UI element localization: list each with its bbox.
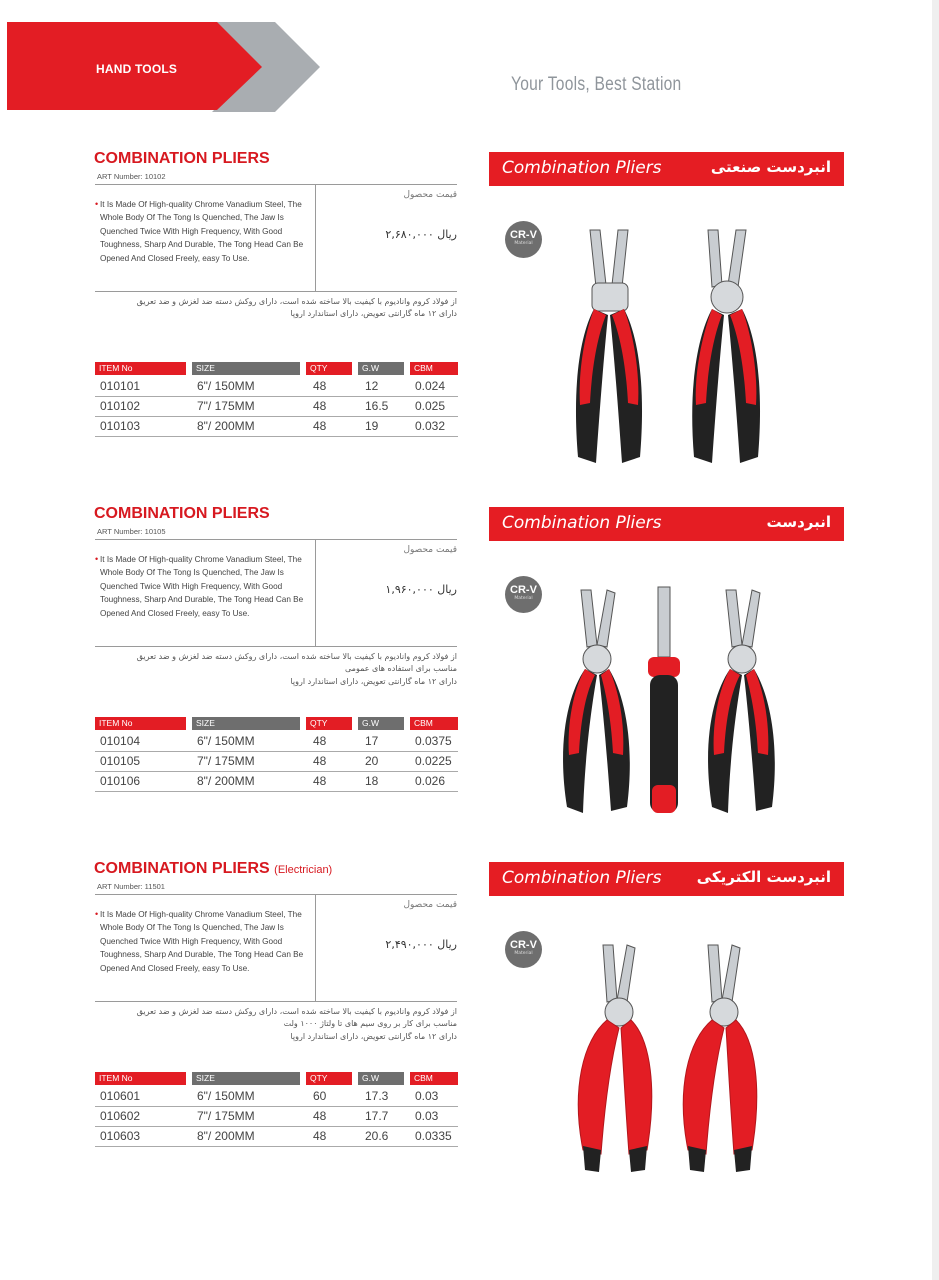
divider-vertical (315, 185, 316, 291)
cell-gw: 20.6 (365, 1129, 389, 1143)
art-number: ART Number: 10105 (97, 527, 166, 536)
cell-cbm: 0.03 (415, 1089, 439, 1103)
product-price: ۲,۶۸۰,۰۰۰ ریال (385, 228, 457, 241)
cell-item: 010104 (100, 734, 141, 748)
col-gw: G.W (358, 717, 404, 730)
product-name-en: Combination Pliers (502, 513, 662, 533)
product-name-bar (489, 152, 844, 186)
col-cbm: CBM (410, 1072, 458, 1085)
cell-cbm: 0.025 (415, 399, 446, 413)
cell-gw: 17 (365, 734, 379, 748)
product-title: COMBINATION PLIERS (94, 150, 270, 167)
category-banner (7, 22, 327, 112)
product-price: ۲,۴۹۰,۰۰۰ ریال (385, 938, 457, 951)
cell-qty: 48 (313, 1129, 327, 1143)
divider (95, 646, 457, 647)
cell-qty: 60 (313, 1089, 327, 1103)
table-row (95, 1127, 458, 1147)
cell-gw: 17.7 (365, 1109, 389, 1123)
cell-size: 6"/ 150MM (197, 379, 255, 393)
divider-vertical (315, 540, 316, 646)
pliers-image (560, 225, 780, 470)
divider (95, 1001, 457, 1002)
cell-item: 010102 (100, 399, 141, 413)
table-row (95, 397, 458, 417)
table-row (95, 732, 458, 752)
cell-cbm: 0.026 (415, 774, 446, 788)
cell-qty: 48 (313, 379, 327, 393)
cell-qty: 48 (313, 754, 327, 768)
product-section-3 (0, 860, 932, 1200)
product-name-fa: انبردست صنعتی (710, 158, 831, 176)
cell-cbm: 0.032 (415, 419, 446, 433)
cell-gw: 12 (365, 379, 379, 393)
divider (95, 291, 457, 292)
cell-gw: 16.5 (365, 399, 389, 413)
product-title: COMBINATION PLIERS (94, 505, 270, 522)
col-qty: QTY (306, 1072, 352, 1085)
cell-size: 8"/ 200MM (197, 774, 255, 788)
table-row (95, 752, 458, 772)
pliers-image (565, 940, 775, 1175)
cell-gw: 20 (365, 754, 379, 768)
divider-vertical (315, 895, 316, 1001)
table-row (95, 772, 458, 792)
product-description: • It Is Made Of High-quality Chrome Vanadium Steel, The Whole Body Of The Tong Is Quenched, The Jaw Is Quenched Twice With High Frequency, With Good Toughness, Sharp And Durable, The Tong Head Can Be Opened And Closed Freely, easy To Use. (95, 199, 304, 263)
product-section-1 (0, 150, 932, 490)
cell-cbm: 0.0375 (415, 734, 452, 748)
col-item-no: ITEM No (95, 362, 186, 375)
persian-description: از فولاد کروم وانادیوم با کیفیت بالا ساخته شده است، دارای روکش دسته ضد لغزش و ضد تعریق دارای ۱۲ ماه گارانتی تعویض، دارای استاندارد اروپا (136, 297, 457, 319)
cell-cbm: 0.0225 (415, 754, 452, 768)
cell-gw: 17.3 (365, 1089, 389, 1103)
price-label: قیمت محصول (403, 545, 457, 555)
cell-qty: 48 (313, 399, 327, 413)
price-label: قیمت محصول (403, 900, 457, 910)
cell-size: 6"/ 150MM (197, 734, 255, 748)
art-number: ART Number: 10102 (97, 172, 166, 181)
cell-qty: 48 (313, 1109, 327, 1123)
cell-gw: 19 (365, 419, 379, 433)
product-description: • It Is Made Of High-quality Chrome Vanadium Steel, The Whole Body Of The Tong Is Quenched, The Jaw Is Quenched Twice With High Frequency, With Good Toughness, Sharp And Durable, The Tong Head Can Be Opened And Closed Freely, easy To Use. (95, 909, 304, 973)
product-title: COMBINATION PLIERS (Electrician) (94, 860, 333, 877)
cell-item: 010103 (100, 419, 141, 433)
cell-item: 010105 (100, 754, 141, 768)
divider (95, 184, 457, 185)
category-label: HAND TOOLS (96, 62, 178, 76)
cell-gw: 18 (365, 774, 379, 788)
table-row (95, 1107, 458, 1127)
cell-size: 8"/ 200MM (197, 419, 255, 433)
col-size: SIZE (192, 717, 300, 730)
col-item-no: ITEM No (95, 717, 186, 730)
art-number: ART Number: 11501 (97, 882, 165, 891)
cell-size: 8"/ 200MM (197, 1129, 255, 1143)
product-name-bar (489, 507, 844, 541)
product-section-2 (0, 505, 932, 845)
col-gw: G.W (358, 1072, 404, 1085)
cell-qty: 48 (313, 734, 327, 748)
product-name-fa: انبردست (766, 513, 831, 531)
crv-material-badge: CR-V Material (505, 221, 542, 258)
cell-item: 010601 (100, 1089, 141, 1103)
cell-size: 7"/ 175MM (197, 399, 255, 413)
divider (95, 539, 457, 540)
col-gw: G.W (358, 362, 404, 375)
product-name-bar (489, 862, 844, 896)
col-qty: QTY (306, 362, 352, 375)
price-label: قیمت محصول (403, 190, 457, 200)
col-cbm: CBM (410, 362, 458, 375)
crv-material-badge: CR-V Material (505, 576, 542, 613)
crv-material-badge: CR-V Material (505, 931, 542, 968)
divider (95, 894, 457, 895)
product-name-fa: انبردست الکتریکی (696, 868, 831, 886)
col-size: SIZE (192, 362, 300, 375)
slogan: Your Tools, Best Station (511, 74, 682, 95)
cell-cbm: 0.03 (415, 1109, 439, 1123)
cell-cbm: 0.0335 (415, 1129, 452, 1143)
cell-item: 010101 (100, 379, 141, 393)
col-qty: QTY (306, 717, 352, 730)
cell-size: 7"/ 175MM (197, 1109, 255, 1123)
persian-description: از فولاد کروم وانادیوم با کیفیت بالا ساخته شده است، دارای روکش دسته ضد لغزش و ضد تعریق مناسب برای استفاده های عمومی دارای ۱۲ ماه گارانتی تعویض، دارای استاندارد اروپا (136, 652, 457, 686)
cell-item: 010106 (100, 774, 141, 788)
product-price: ۱,۹۶۰,۰۰۰ ریال (385, 583, 457, 596)
cell-qty: 48 (313, 774, 327, 788)
table-row (95, 417, 458, 437)
table-row (95, 377, 458, 397)
product-name-en: Combination Pliers (502, 868, 662, 888)
cell-item: 010602 (100, 1109, 141, 1123)
cell-qty: 48 (313, 419, 327, 433)
product-name-en: Combination Pliers (502, 158, 662, 178)
cell-cbm: 0.024 (415, 379, 446, 393)
pliers-image (545, 585, 785, 817)
persian-description: از فولاد کروم وانادیوم با کیفیت بالا ساخته شده است، دارای روکش دسته ضد لغزش و ضد تعریق مناسب برای کار بر روی سیم های تا ولتاژ ۱۰۰۰ ولت دارای ۱۲ ماه گارانتی تعویض، دارای استاندارد اروپا (136, 1007, 457, 1041)
table-row (95, 1087, 458, 1107)
col-cbm: CBM (410, 717, 458, 730)
cell-size: 7"/ 175MM (197, 754, 255, 768)
product-description: • It Is Made Of High-quality Chrome Vanadium Steel, The Whole Body Of The Tong Is Quenched, The Jaw Is Quenched Twice With High Frequency, With Good Toughness, Sharp And Durable, The Tong Head Can Be Opened And Closed Freely, easy To Use. (95, 554, 304, 618)
col-item-no: ITEM No (95, 1072, 186, 1085)
col-size: SIZE (192, 1072, 300, 1085)
page-edge (932, 0, 939, 1280)
cell-item: 010603 (100, 1129, 141, 1143)
cell-size: 6"/ 150MM (197, 1089, 255, 1103)
